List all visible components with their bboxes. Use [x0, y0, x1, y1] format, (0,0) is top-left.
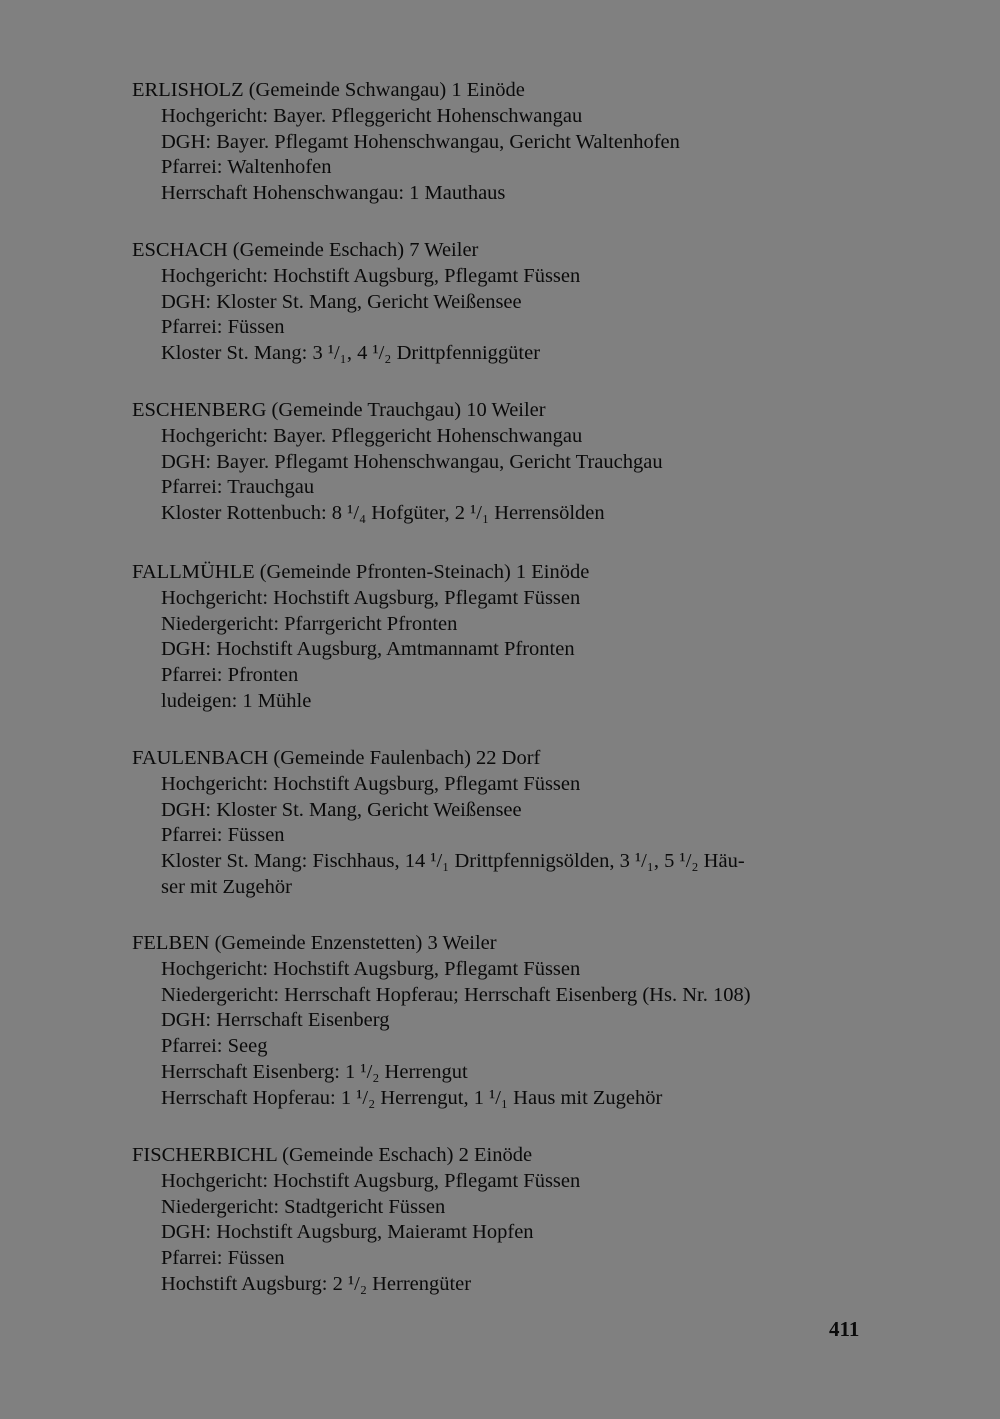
entry-heading: FISCHERBICHL (Gemeinde Eschach) 2 Einöde — [132, 1144, 533, 1166]
entry-line: Hochgericht: Bayer. Pfleggericht Hohenschwangau — [161, 104, 583, 127]
entry-heading: ESCHACH (Gemeinde Eschach) 7 Weiler — [132, 239, 479, 261]
entry-line: Pfarrei: Trauchgau — [161, 476, 315, 499]
entry-line: Hochstift Augsburg: 2 ¹/₂ Herrengüter — [161, 1272, 472, 1295]
entry-line: Kloster Rottenbuch: 8 ¹/₄ Hofgüter, 2 ¹/₁ Herrensölden — [161, 502, 605, 525]
entry-felben — [132, 931, 872, 1112]
entry-eschach — [132, 238, 872, 367]
entry-heading: FALLMÜHLE (Gemeinde Pfronten-Steinach) 1 Einöde — [132, 561, 590, 583]
entry-line-continuation: ser mit Zugehör — [161, 875, 292, 898]
entry-line: Herrschaft Eisenberg: 1 ¹/₂ Herrengut — [161, 1060, 468, 1083]
entry-line: Pfarrei: Waltenhofen — [161, 156, 332, 179]
entry-heading: FELBEN (Gemeinde Enzenstetten) 3 Weiler — [132, 932, 497, 954]
entry-line: Hochgericht: Bayer. Pfleggericht Hohenschwangau — [161, 424, 583, 447]
entry-line: DGH: Kloster St. Mang, Gericht Weißensee — [161, 798, 522, 821]
entry-fischerbichl — [132, 1143, 872, 1298]
entry-line: Pfarrei: Füssen — [161, 824, 285, 847]
entry-line: Niedergericht: Stadtgericht Füssen — [161, 1195, 446, 1218]
entry-line: DGH: Kloster St. Mang, Gericht Weißensee — [161, 290, 522, 313]
entry-line: Kloster St. Mang: 3 ¹/₁, 4 ¹/₂ Drittpfenniggüter — [161, 342, 541, 365]
entry-line: Niedergericht: Herrschaft Hopferau; Herrschaft Eisenberg (Hs. Nr. 108) — [161, 983, 751, 1006]
entry-line: Hochgericht: Hochstift Augsburg, Pflegamt Füssen — [161, 1169, 581, 1192]
entry-line: Hochgericht: Hochstift Augsburg, Pflegamt Füssen — [161, 586, 581, 609]
entry-line: Hochgericht: Hochstift Augsburg, Pflegamt Füssen — [161, 772, 581, 795]
entry-heading: FAULENBACH (Gemeinde Faulenbach) 22 Dorf — [132, 747, 541, 769]
entry-line: Pfarrei: Seeg — [161, 1035, 268, 1058]
entry-line: Niedergericht: Pfarrgericht Pfronten — [161, 612, 458, 635]
entry-line: Herrschaft Hohenschwangau: 1 Mauthaus — [161, 182, 506, 205]
entry-line: DGH: Bayer. Pflegamt Hohenschwangau, Gericht Trauchgau — [161, 450, 663, 473]
entry-line: Pfarrei: Füssen — [161, 316, 285, 339]
entry-line: Pfarrei: Pfronten — [161, 664, 299, 687]
entry-heading: ERLISHOLZ (Gemeinde Schwangau) 1 Einöde — [132, 79, 525, 101]
entry-line: ludeigen: 1 Mühle — [161, 689, 312, 712]
entry-line: Hochgericht: Hochstift Augsburg, Pflegamt Füssen — [161, 957, 581, 980]
entry-line: Kloster St. Mang: Fischhaus, 14 ¹/₁ Drittpfennigsölden, 3 ¹/₁, 5 ¹/₂ Häu- — [161, 850, 745, 873]
entry-line: DGH: Herrschaft Eisenberg — [161, 1009, 390, 1032]
entry-line: DGH: Bayer. Pflegamt Hohenschwangau, Gericht Waltenhofen — [161, 130, 680, 153]
entry-faulenbach — [132, 746, 872, 901]
entry-line: DGH: Hochstift Augsburg, Amtmannamt Pfronten — [161, 638, 575, 661]
entry-erlisholz — [132, 78, 872, 207]
entry-eschenberg — [132, 398, 872, 527]
page-number: 411 — [829, 1317, 860, 1341]
entry-line: Pfarrei: Füssen — [161, 1247, 285, 1270]
entry-line: Hochgericht: Hochstift Augsburg, Pflegamt Füssen — [161, 264, 581, 287]
entry-heading: ESCHENBERG (Gemeinde Trauchgau) 10 Weiler — [132, 399, 546, 421]
entry-line: DGH: Hochstift Augsburg, Maieramt Hopfen — [161, 1221, 534, 1244]
entry-line: Herrschaft Hopferau: 1 ¹/₂ Herrengut, 1 ¹/₁ Haus mit Zugehör — [161, 1086, 663, 1109]
entry-fallmuehle — [132, 560, 872, 715]
